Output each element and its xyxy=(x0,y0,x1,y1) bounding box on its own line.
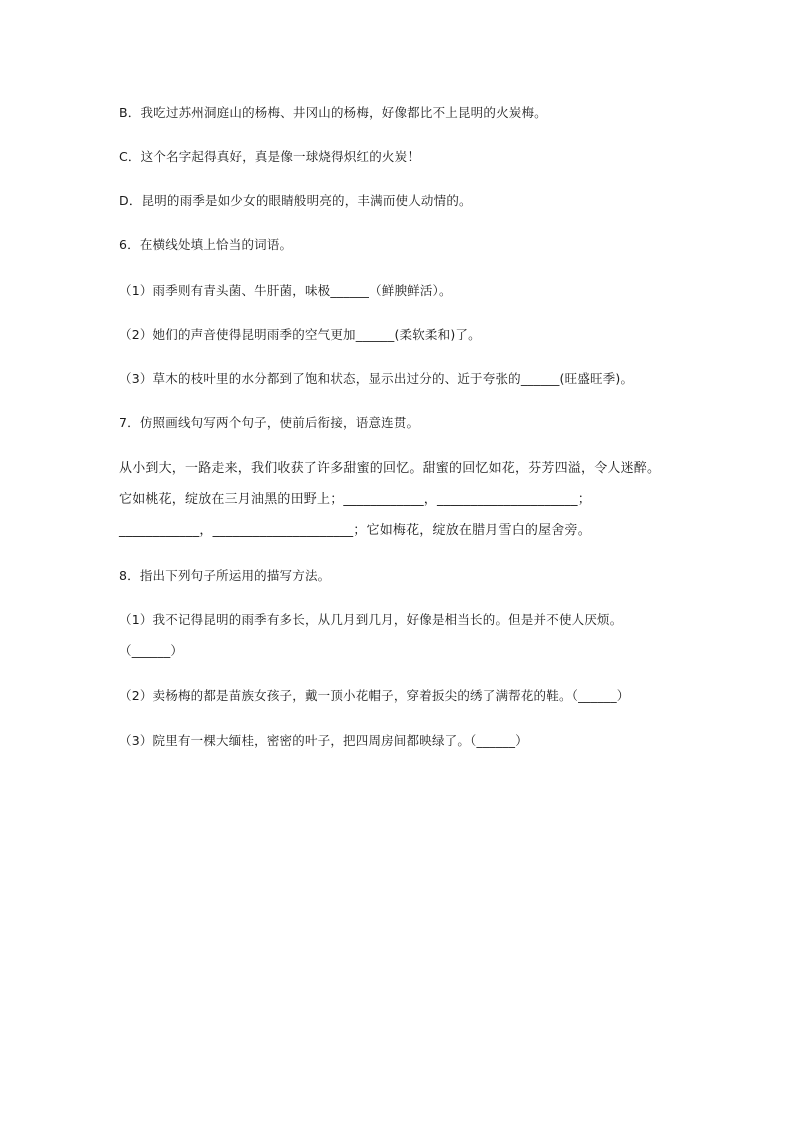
q7-paragraph-line-2: 它如桃花，绽放在三月油黑的田野上；____________，_____________________； xyxy=(119,492,591,507)
q5-option-d: D．昆明的雨季是如少女的眼睛般明亮的，丰满而使人动情的。 xyxy=(119,193,472,208)
q5-option-b: B．我吃过苏州洞庭山的杨梅、井冈山的杨梅，好像都比不上昆明的火炭梅。 xyxy=(119,105,547,120)
q8-item-1-line-1: （1）我不记得昆明的雨季有多长，从几月到几月，好像是相当长的。但是并不使人厌烦。 xyxy=(119,612,623,627)
q6-item-1: （1）雨季则有青头菌、牛肝菌，味极______（鲜腴鲜活）。 xyxy=(119,283,452,298)
q6-title: 6．在横线处填上恰当的词语。 xyxy=(119,237,293,252)
q7-paragraph-line-3: ____________，_____________________；它如梅花，绽放在腊月雪白的屋舍旁。 xyxy=(119,523,591,538)
q5-option-c: C．这个名字起得真好，真是像一球烧得炽红的火炭！ xyxy=(119,149,421,164)
q8-item-1-line-2: （______） xyxy=(119,643,184,658)
q8-item-3: （3）院里有一棵大缅桂，密密的叶子，把四周房间都映绿了。（______） xyxy=(119,733,528,748)
q8-title: 8．指出下列句子所运用的描写方法。 xyxy=(119,568,331,583)
q6-item-3: （3）草木的枝叶里的水分都到了饱和状态，显示出过分的、近于夸张的______(旺盛旺季)。 xyxy=(119,371,634,386)
q8-item-2: （2）卖杨梅的都是苗族女孩子，戴一顶小花帽子，穿着扳尖的绣了满帮花的鞋。（______） xyxy=(119,688,630,703)
q6-item-2: （2）她们的声音使得昆明雨季的空气更加______(柔软柔和)了。 xyxy=(119,327,481,342)
q7-paragraph-line-1: 从小到大，一路走来，我们收获了许多甜蜜的回忆。甜蜜的回忆如花，芬芳四溢，令人迷醉。 xyxy=(119,461,661,476)
q7-title: 7．仿照画线句写两个句子，使前后衔接，语意连贯。 xyxy=(119,415,420,430)
